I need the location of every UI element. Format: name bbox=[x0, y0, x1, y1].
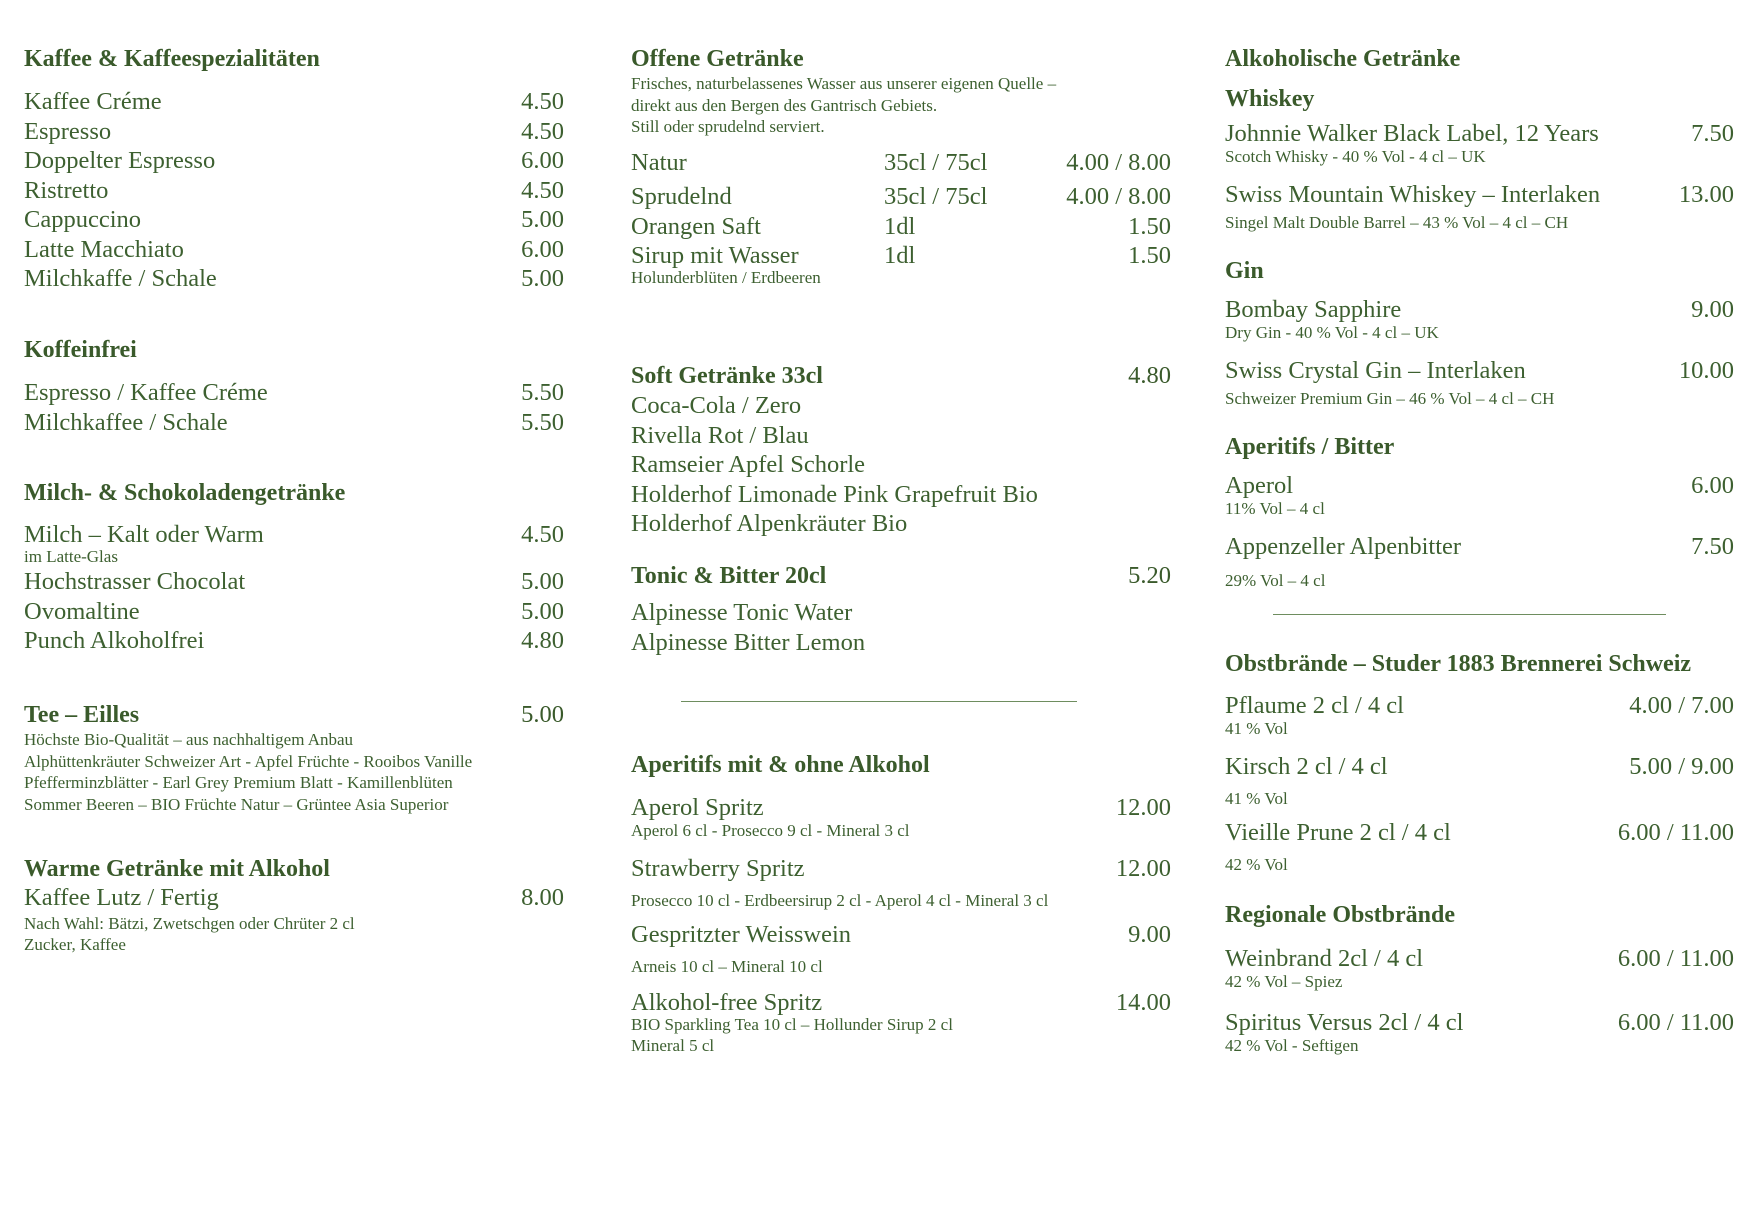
menu-item bbox=[631, 920, 1171, 950]
item-note: Mineral 5 cl bbox=[631, 1036, 715, 1055]
item-price: 5.50 bbox=[521, 408, 564, 436]
item-price: 9.00 bbox=[1691, 296, 1734, 323]
kaffee-list bbox=[24, 87, 564, 294]
menu-item bbox=[1225, 295, 1734, 325]
section-title-text: Soft Getränke 33cl bbox=[631, 363, 823, 389]
menu-item bbox=[24, 176, 564, 206]
item-price: 4.00 / 7.00 bbox=[1629, 692, 1734, 719]
aperitifs-list bbox=[631, 854, 1171, 911]
bitter-list bbox=[1225, 471, 1734, 519]
menu-item bbox=[631, 421, 1171, 451]
item-price: 9.00 bbox=[1128, 921, 1171, 948]
item-name: Ovomaltine bbox=[24, 597, 140, 625]
item-note: Prosecco 10 cl - Erdbeersirup 2 cl - Aperol 4 cl - Mineral 3 cl bbox=[631, 890, 1049, 910]
item-note: Arneis 10 cl – Mineral 10 cl bbox=[631, 956, 823, 976]
item-name: Aperol Spritz bbox=[631, 794, 764, 821]
item-price: 10.00 bbox=[1678, 357, 1734, 384]
section-title-koffeinfrei: Koffeinfrei bbox=[24, 337, 137, 363]
item-name: Ristretto bbox=[24, 176, 109, 204]
item-volume: 1dl bbox=[884, 212, 916, 240]
menu-item bbox=[1225, 180, 1734, 210]
menu-item bbox=[1225, 752, 1734, 782]
item-price: 4.00 / 8.00 bbox=[1066, 149, 1171, 176]
item-price: 5.00 bbox=[521, 568, 564, 595]
item-name: Espresso / Kaffee Créme bbox=[24, 379, 268, 406]
menu-item bbox=[1225, 691, 1734, 721]
menu-item bbox=[631, 628, 1171, 658]
section-title-tee bbox=[24, 700, 564, 730]
gin-list bbox=[1225, 356, 1734, 409]
menu-item bbox=[24, 146, 564, 176]
menu-item bbox=[24, 235, 564, 265]
item-name: Milch – Kalt oder Warm bbox=[24, 521, 264, 548]
item-price: 4.80 bbox=[521, 627, 564, 654]
menu-item bbox=[24, 597, 564, 627]
item-price: 4.00 / 8.00 bbox=[1066, 183, 1171, 210]
menu-item bbox=[631, 391, 1171, 421]
item-name: Ramseier Apfel Schorle bbox=[631, 451, 866, 478]
item-name: Alpinesse Bitter Lemon bbox=[631, 628, 866, 656]
item-name: Doppelter Espresso bbox=[24, 147, 216, 174]
tee-notes bbox=[24, 729, 564, 815]
item-note: im Latte-Glas bbox=[24, 546, 118, 566]
regional-list bbox=[1225, 1008, 1734, 1056]
menu-item bbox=[631, 988, 1171, 1018]
offene-intro bbox=[631, 73, 1171, 138]
item-note: 29% Vol – 4 cl bbox=[1225, 570, 1326, 590]
menu-item bbox=[24, 883, 564, 913]
item-note: 42 % Vol bbox=[1225, 854, 1288, 874]
item-price: 12.00 bbox=[1115, 794, 1171, 821]
section-price: 4.80 bbox=[1128, 362, 1171, 389]
obst-list bbox=[1225, 818, 1734, 875]
item-name: Swiss Mountain Whiskey – Interlaken bbox=[1225, 181, 1601, 208]
item-price: 6.00 / 11.00 bbox=[1617, 1009, 1734, 1036]
menu-item bbox=[631, 854, 1171, 884]
section-title-bitter: Aperitifs / Bitter bbox=[1225, 434, 1395, 460]
item-volume: 35cl / 75cl bbox=[884, 183, 988, 210]
menu-item bbox=[631, 148, 1171, 182]
menu-item bbox=[1225, 818, 1734, 848]
section-title-offene: Offene Getränke bbox=[631, 46, 804, 72]
section-title-obst: Obstbrände – Studer 1883 Brennerei Schweiz bbox=[1225, 651, 1692, 677]
item-name: Swiss Crystal Gin – Interlaken bbox=[1225, 357, 1526, 384]
divider bbox=[681, 701, 1077, 702]
menu-item bbox=[1225, 1008, 1734, 1038]
intro-line: Still oder sprudelnd serviert. bbox=[631, 117, 825, 136]
item-name: Pflaume 2 cl / 4 cl bbox=[1225, 692, 1404, 719]
item-note: 42 % Vol - Seftigen bbox=[1225, 1035, 1359, 1055]
item-name: Rivella Rot / Blau bbox=[631, 421, 809, 449]
item-note: 42 % Vol – Spiez bbox=[1225, 971, 1343, 991]
tee-note: Sommer Beeren – BIO Früchte Natur – Grüntee Asia Superior bbox=[24, 794, 449, 814]
item-price: 5.00 bbox=[521, 206, 564, 233]
item-name: Milchkaffee / Schale bbox=[24, 408, 228, 436]
section-title-warm: Warme Getränke mit Alkohol bbox=[24, 856, 330, 882]
offene-list bbox=[631, 148, 1171, 288]
menu-item bbox=[631, 793, 1171, 823]
item-name: Weinbrand 2cl / 4 cl bbox=[1225, 945, 1424, 972]
menu-item bbox=[631, 450, 1171, 480]
item-name: Natur bbox=[631, 149, 687, 176]
whiskey-list bbox=[1225, 180, 1734, 233]
item-name: Hochstrasser Chocolat bbox=[24, 568, 246, 595]
item-price: 6.00 bbox=[1691, 472, 1734, 499]
item-name: Vieille Prune 2 cl / 4 cl bbox=[1225, 819, 1451, 846]
tee-note: Höchste Bio-Qualität – aus nachhaltigem Anbau bbox=[24, 730, 354, 749]
divider bbox=[1273, 614, 1666, 615]
bitter-list bbox=[1225, 532, 1734, 591]
section-title-regional: Regionale Obstbrände bbox=[1225, 902, 1456, 928]
item-volume: 1dl bbox=[884, 242, 916, 269]
obst-list bbox=[1225, 752, 1734, 809]
warm-note: Zucker, Kaffee bbox=[24, 935, 126, 954]
section-title-alkoholische: Alkoholische Getränke bbox=[1225, 46, 1461, 72]
item-name: Kirsch 2 cl / 4 cl bbox=[1225, 753, 1388, 780]
milch-list bbox=[24, 520, 564, 656]
item-name: Holderhof Limonade Pink Grapefruit Bio bbox=[631, 480, 1038, 508]
item-price: 7.50 bbox=[1691, 533, 1734, 560]
menu-item bbox=[24, 87, 564, 117]
item-price: 12.00 bbox=[1115, 855, 1171, 882]
item-name: Holderhof Alpenkräuter Bio bbox=[631, 510, 908, 537]
item-note: Holunderblüten / Erdbeeren bbox=[631, 267, 821, 287]
item-name: Kaffee Créme bbox=[24, 88, 162, 115]
menu-item bbox=[24, 567, 564, 597]
item-name: Espresso bbox=[24, 117, 112, 145]
menu-item bbox=[24, 626, 564, 656]
item-name: Milchkaffe / Schale bbox=[24, 265, 217, 292]
aperitifs-list bbox=[631, 920, 1171, 977]
item-price: 1.50 bbox=[1128, 242, 1171, 269]
item-price: 7.50 bbox=[1691, 120, 1734, 147]
menu-item bbox=[1225, 356, 1734, 386]
tee-note: Pfefferminzblätter - Earl Grey Premium Blatt - Kamillenblüten bbox=[24, 773, 453, 792]
soft-list bbox=[631, 391, 1171, 539]
section-title-milch: Milch- & Schokoladengetränke bbox=[24, 480, 346, 506]
menu-item bbox=[1225, 119, 1734, 149]
item-name: Johnnie Walker Black Label, 12 Years bbox=[1225, 120, 1599, 147]
item-name: Punch Alkoholfrei bbox=[24, 627, 205, 654]
item-note: 41 % Vol bbox=[1225, 788, 1288, 808]
gin-list bbox=[1225, 295, 1734, 343]
item-price: 4.50 bbox=[521, 88, 564, 115]
item-name: Latte Macchiato bbox=[24, 235, 184, 263]
warm-list bbox=[24, 883, 564, 956]
item-price: 6.00 / 11.00 bbox=[1617, 819, 1734, 846]
menu-item bbox=[631, 509, 1171, 539]
item-note: Scotch Whisky - 40 % Vol - 4 cl – UK bbox=[1225, 146, 1486, 166]
item-name: Strawberry Spritz bbox=[631, 855, 805, 882]
item-price: 5.50 bbox=[521, 379, 564, 406]
item-price: 6.00 / 11.00 bbox=[1617, 945, 1734, 972]
intro-line: direkt aus den Bergen des Gantrisch Gebiets. bbox=[631, 95, 938, 115]
item-name: Alpinesse Tonic Water bbox=[631, 599, 853, 626]
section-title-text: Tonic & Bitter 20cl bbox=[631, 563, 827, 589]
item-name: Alkohol-free Spritz bbox=[631, 989, 823, 1016]
aperitifs-list bbox=[631, 988, 1171, 1057]
menu-item bbox=[24, 117, 564, 147]
item-price: 14.00 bbox=[1115, 989, 1171, 1016]
section-title-aperitifs: Aperitifs mit & ohne Alkohol bbox=[631, 752, 930, 778]
section-title-text: Tee – Eilles bbox=[24, 702, 140, 728]
item-price: 5.00 / 9.00 bbox=[1629, 753, 1734, 780]
section-price: 5.00 bbox=[521, 701, 564, 728]
menu-item bbox=[631, 598, 1171, 628]
item-price: 5.00 bbox=[521, 265, 564, 292]
item-price: 8.00 bbox=[521, 884, 564, 911]
item-name: Kaffee Lutz / Fertig bbox=[24, 884, 219, 911]
item-name: Aperol bbox=[1225, 472, 1294, 499]
menu-item bbox=[1225, 471, 1734, 501]
menu-item bbox=[1225, 944, 1734, 974]
warm-note: Nach Wahl: Bätzi, Zwetschgen oder Chrüter 2 cl bbox=[24, 913, 355, 933]
menu-item bbox=[631, 182, 1171, 212]
menu-item bbox=[24, 205, 564, 235]
menu-item bbox=[24, 520, 564, 550]
menu-item bbox=[631, 212, 1171, 242]
item-note: BIO Sparkling Tea 10 cl – Hollunder Sirup 2 cl bbox=[631, 1014, 953, 1034]
aperitifs-list bbox=[631, 793, 1171, 841]
item-name: Spiritus Versus 2cl / 4 cl bbox=[1225, 1009, 1464, 1036]
menu-item bbox=[631, 241, 1171, 271]
item-price: 6.00 bbox=[521, 235, 564, 263]
item-note: 11% Vol – 4 cl bbox=[1225, 498, 1325, 518]
tee-note: Alphüttenkräuter Schweizer Art - Apfel Früchte - Rooibos Vanille bbox=[24, 751, 473, 771]
item-price: 4.50 bbox=[521, 521, 564, 548]
section-title-tonic bbox=[631, 561, 1171, 591]
section-price: 5.20 bbox=[1128, 562, 1171, 589]
item-volume: 35cl / 75cl bbox=[884, 149, 988, 176]
item-note: Singel Malt Double Barrel – 43 % Vol – 4 cl – CH bbox=[1225, 212, 1569, 232]
item-name: Cappuccino bbox=[24, 206, 142, 233]
item-name: Gespritzter Weisswein bbox=[631, 921, 852, 948]
item-price: 1.50 bbox=[1128, 212, 1171, 240]
regional-list bbox=[1225, 944, 1734, 992]
item-note: Schweizer Premium Gin – 46 % Vol – 4 cl – CH bbox=[1225, 388, 1555, 408]
menu-item bbox=[24, 378, 564, 408]
item-name: Sirup mit Wasser bbox=[631, 242, 799, 269]
menu-item bbox=[631, 480, 1171, 510]
item-name: Bombay Sapphire bbox=[1225, 296, 1402, 323]
item-note: Dry Gin - 40 % Vol - 4 cl – UK bbox=[1225, 322, 1439, 342]
menu-item bbox=[24, 408, 564, 438]
section-title-kaffee: Kaffee & Kaffeespezialitäten bbox=[24, 46, 320, 72]
item-name: Appenzeller Alpenbitter bbox=[1225, 533, 1462, 560]
item-note: 41 % Vol bbox=[1225, 718, 1288, 738]
tonic-list bbox=[631, 598, 1171, 657]
item-name: Coca-Cola / Zero bbox=[631, 392, 802, 419]
item-price: 6.00 bbox=[521, 147, 564, 174]
item-price: 4.50 bbox=[521, 176, 564, 204]
item-price: 5.00 bbox=[521, 597, 564, 625]
whiskey-list bbox=[1225, 119, 1734, 167]
section-title-soft bbox=[631, 361, 1171, 391]
item-price: 4.50 bbox=[521, 117, 564, 145]
menu-item bbox=[1225, 532, 1734, 562]
koffeinfrei-list bbox=[24, 378, 564, 437]
item-name: Sprudelnd bbox=[631, 183, 732, 210]
item-name: Orangen Saft bbox=[631, 212, 761, 240]
item-note: Aperol 6 cl - Prosecco 9 cl - Mineral 3 cl bbox=[631, 820, 910, 840]
intro-line: Frisches, naturbelassenes Wasser aus unserer eigenen Quelle – bbox=[631, 74, 1057, 93]
menu-item bbox=[24, 264, 564, 294]
item-price: 13.00 bbox=[1678, 181, 1734, 208]
section-title-gin: Gin bbox=[1225, 258, 1264, 284]
section-title-whiskey: Whiskey bbox=[1225, 86, 1315, 112]
obst-list bbox=[1225, 691, 1734, 739]
